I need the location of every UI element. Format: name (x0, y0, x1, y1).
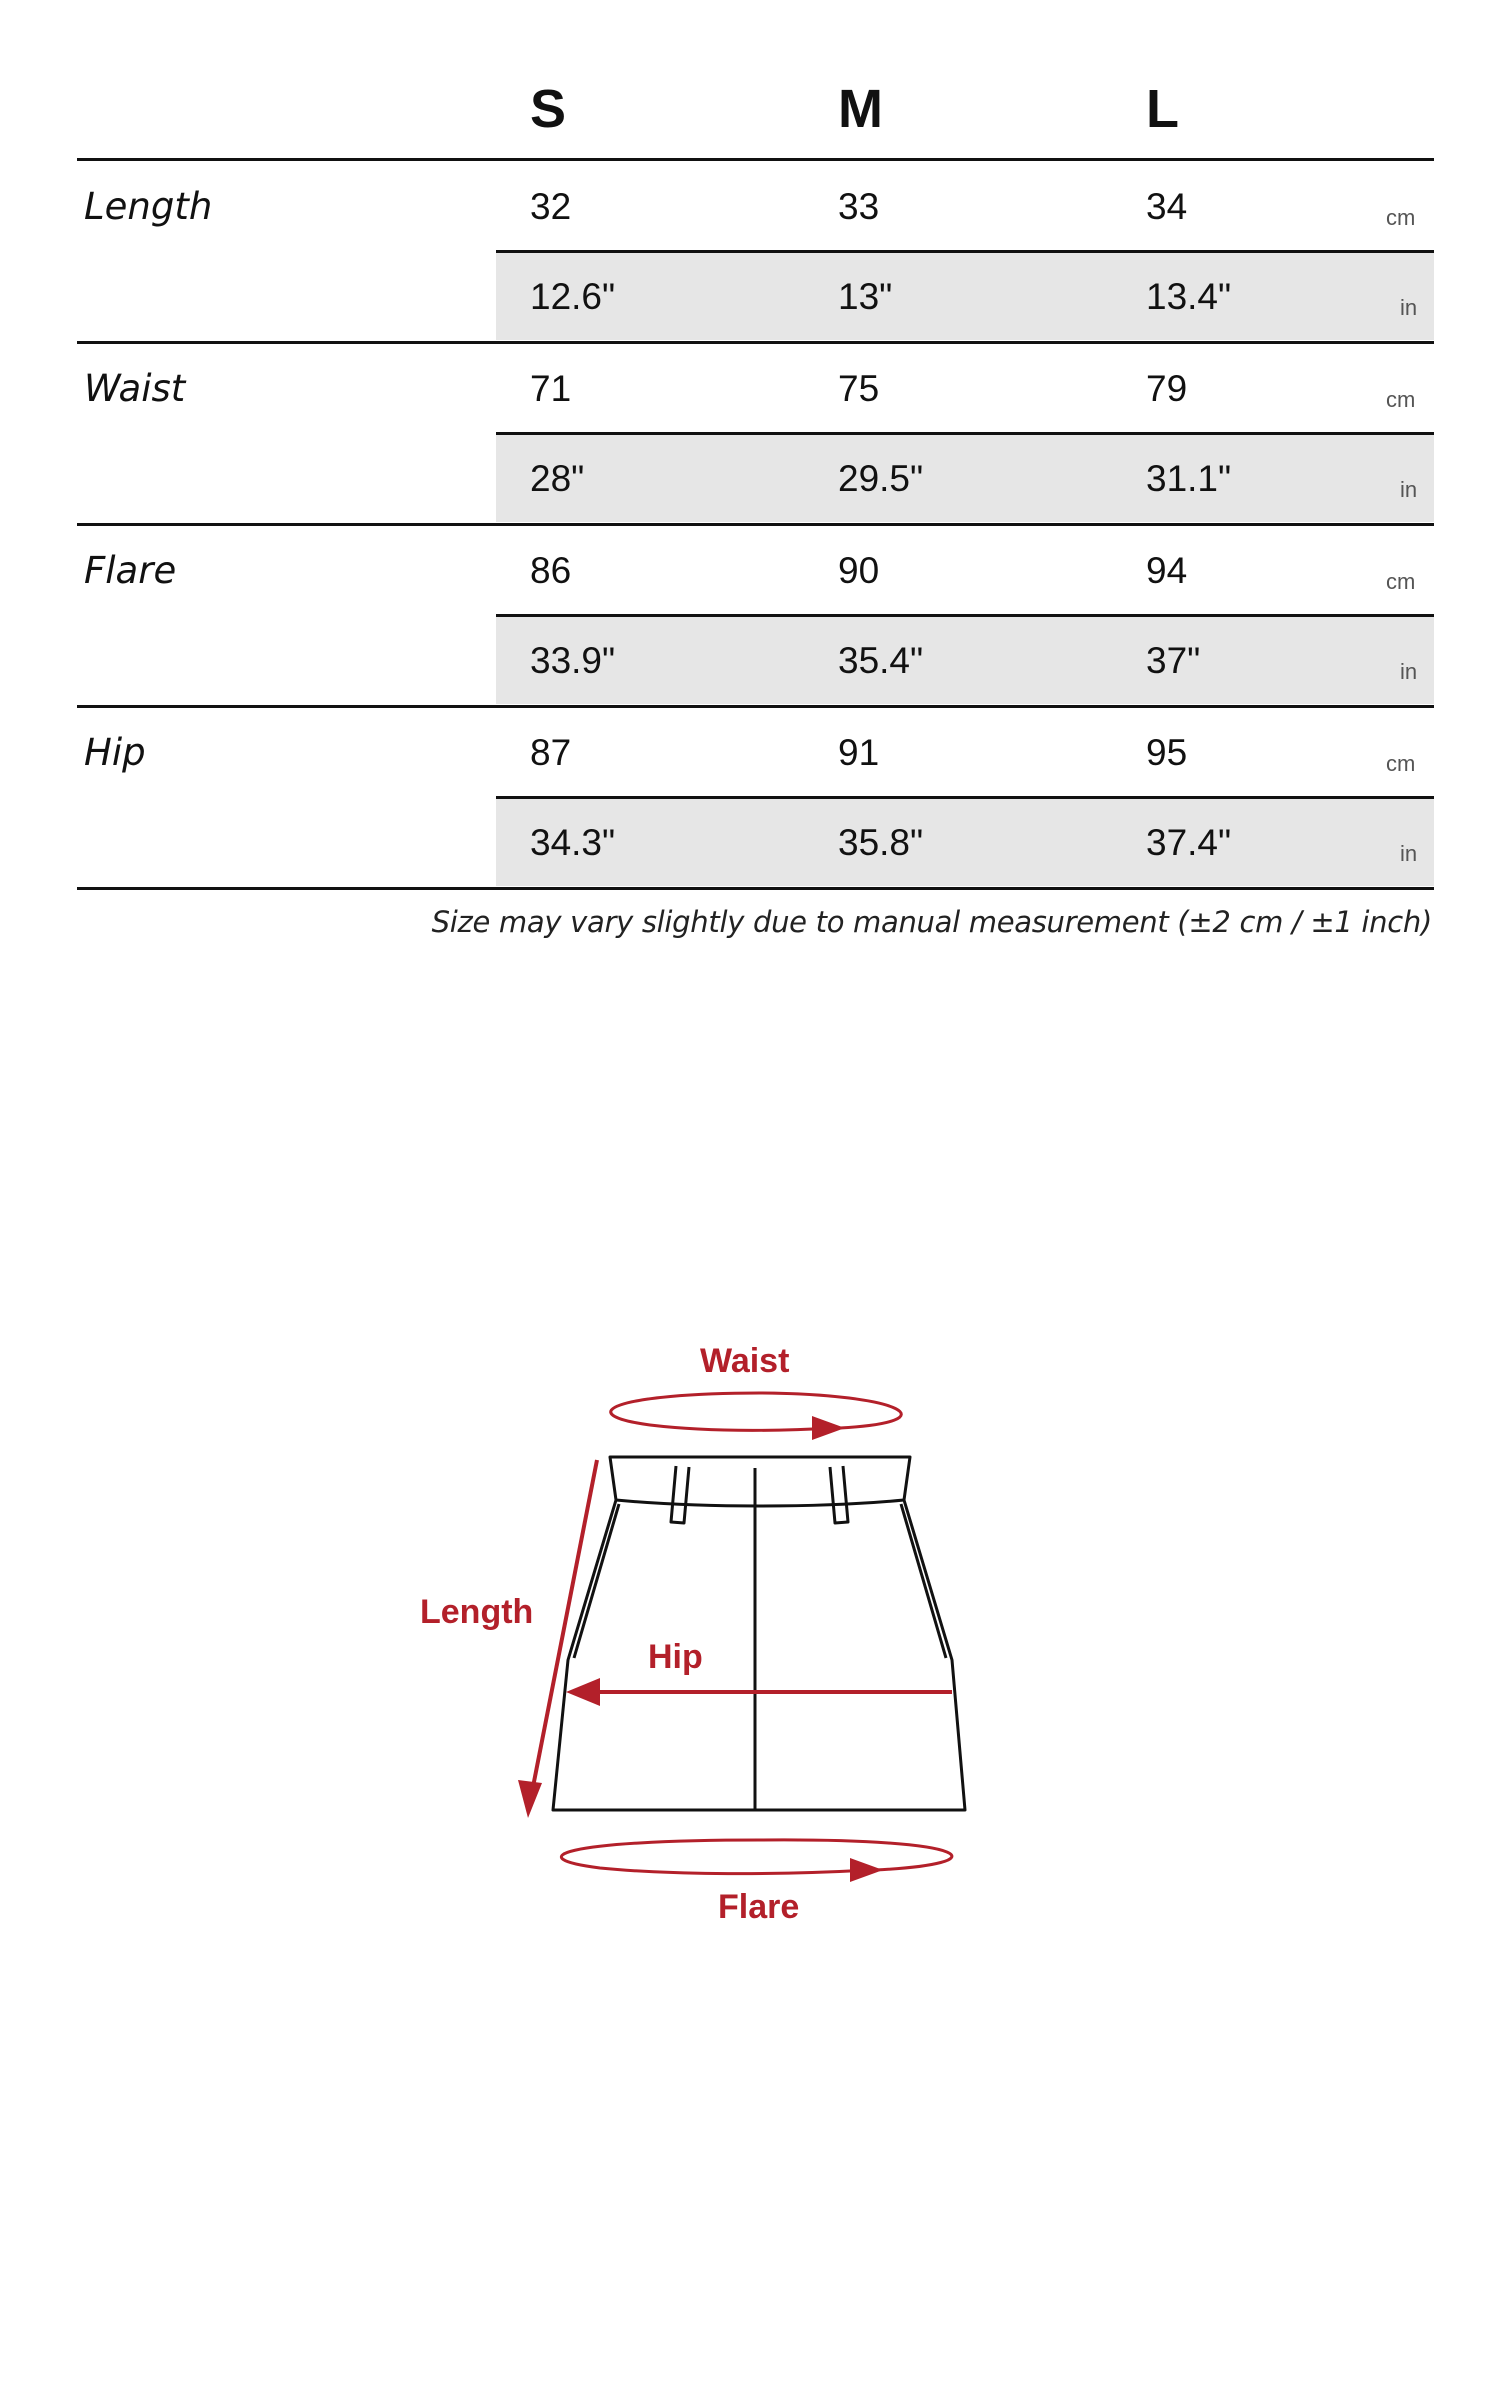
unit-cm-length: cm (1386, 205, 1416, 230)
size-header-s: S (530, 79, 567, 139)
unit-in-length: in (1400, 295, 1418, 320)
unit-in-flare: in (1400, 659, 1418, 684)
waist-arrow (611, 1393, 902, 1440)
cell-waist-m-in: 29.5" (838, 458, 924, 499)
length-label: Length (420, 1593, 534, 1631)
size-header-m: M (838, 79, 883, 139)
cell-length-s-cm: 32 (530, 186, 572, 227)
unit-cm-hip: cm (1386, 751, 1416, 776)
cell-hip-l-in: 37.4" (1146, 822, 1232, 863)
hip-label: Hip (648, 1638, 703, 1676)
unit-cm-waist: cm (1386, 387, 1416, 412)
cell-flare-l-in: 37" (1146, 640, 1201, 681)
size-header-l: L (1146, 79, 1179, 139)
cell-length-s-in: 12.6" (530, 276, 616, 317)
unit-cm-flare: cm (1386, 569, 1416, 594)
cell-flare-m-cm: 90 (838, 550, 880, 591)
row-label-flare: Flare (84, 549, 177, 592)
cell-waist-l-in: 31.1" (1146, 458, 1232, 499)
unit-in-waist: in (1400, 477, 1418, 502)
cell-hip-s-in: 34.3" (530, 822, 616, 863)
measurement-note: Size may vary slightly due to manual measurement (±2 cm / ±1 inch) (431, 905, 1432, 939)
unit-in-hip: in (1400, 841, 1418, 866)
cell-hip-l-cm: 95 (1146, 732, 1188, 773)
cell-flare-m-in: 35.4" (838, 640, 924, 681)
cell-flare-s-cm: 86 (530, 550, 572, 591)
cell-waist-m-cm: 75 (838, 368, 880, 409)
cell-waist-s-cm: 71 (530, 368, 572, 409)
skirt-outline (553, 1457, 965, 1810)
cell-waist-l-cm: 79 (1146, 368, 1188, 409)
cell-length-l-in: 13.4" (1146, 276, 1232, 317)
cell-hip-m-cm: 91 (838, 732, 880, 773)
cell-length-m-in: 13" (838, 276, 893, 317)
cell-length-m-cm: 33 (838, 186, 880, 227)
cell-flare-l-cm: 94 (1146, 550, 1188, 591)
flare-label: Flare (718, 1888, 800, 1926)
cell-length-l-cm: 34 (1146, 186, 1188, 227)
cell-hip-s-cm: 87 (530, 732, 572, 773)
waist-label: Waist (700, 1342, 790, 1380)
flare-arrow (561, 1840, 952, 1882)
cell-hip-m-in: 35.8" (838, 822, 924, 863)
hip-arrow (566, 1678, 952, 1706)
row-label-waist: Waist (84, 367, 186, 410)
row-label-length: Length (84, 185, 213, 228)
cell-waist-s-in: 28" (530, 458, 585, 499)
cell-flare-s-in: 33.9" (530, 640, 616, 681)
row-label-hip: Hip (84, 731, 146, 774)
